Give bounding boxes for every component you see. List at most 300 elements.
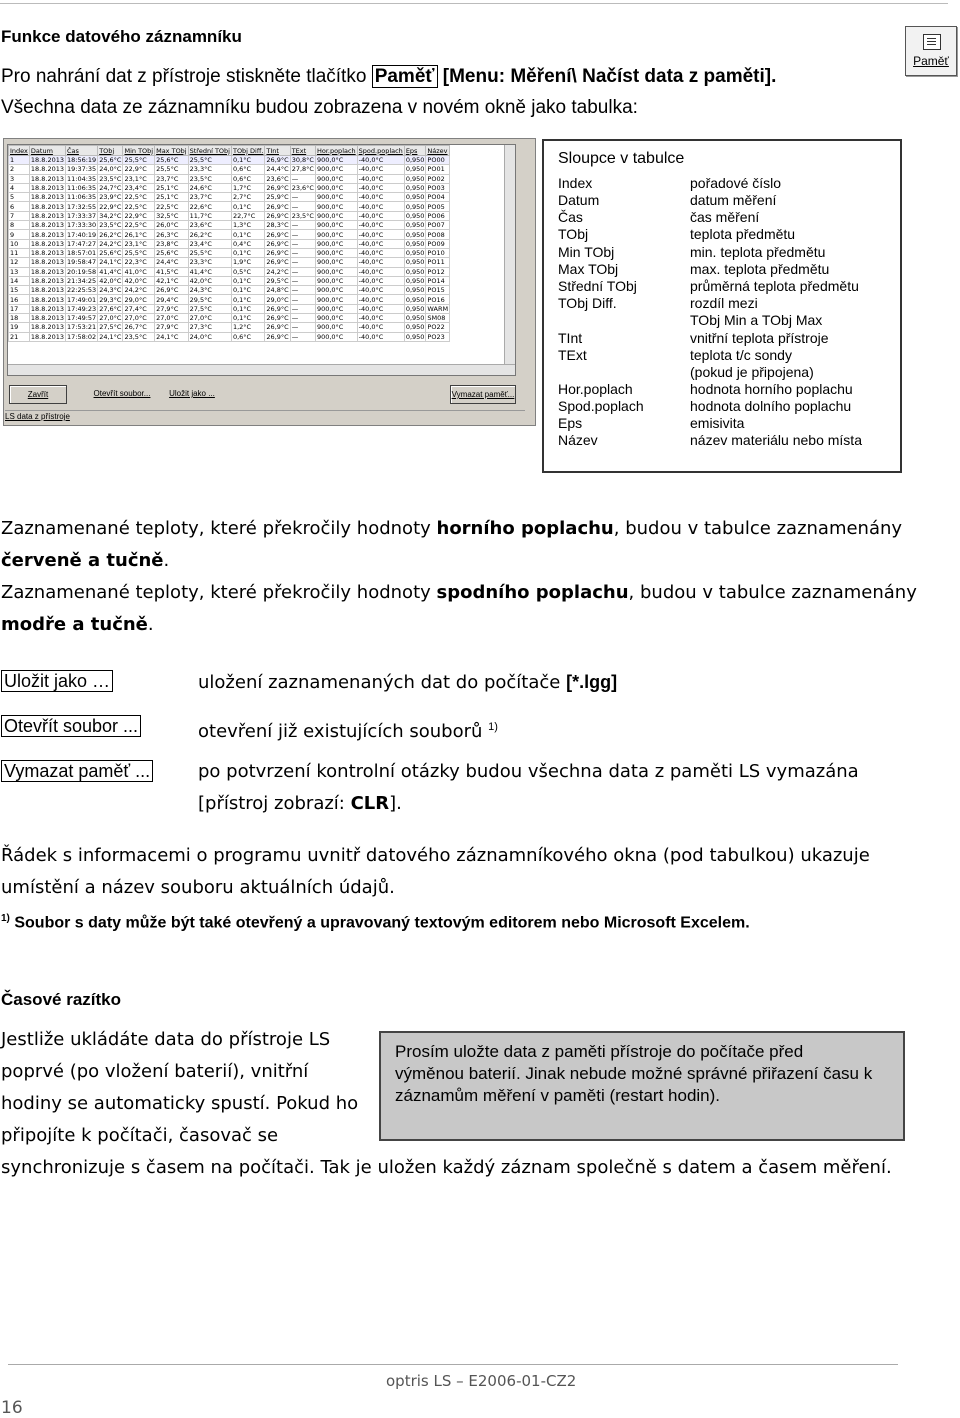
table-cell: 24,1°C: [155, 332, 189, 341]
table-row[interactable]: [9, 239, 450, 248]
column-name: Název: [558, 432, 598, 448]
table-cell: 0,950: [405, 221, 425, 230]
table-cell: 17:47:27: [67, 239, 97, 248]
column-header[interactable]: Hor.poplach: [316, 146, 356, 155]
table-cell: 1,7°C: [231, 183, 264, 192]
table-cell: 2: [9, 165, 30, 174]
table-cell: —: [290, 314, 315, 323]
intro-text: Pro nahrání dat z přístroje stiskněte tlačítko: [1, 66, 367, 87]
table-cell: 25,5°C: [188, 248, 231, 257]
table-cell: 27,8°C: [291, 165, 314, 174]
table-cell: 24,1°C: [99, 258, 122, 267]
column-name: Index: [558, 175, 593, 191]
table-row[interactable]: [9, 156, 450, 165]
table-cell: -40,0°C: [357, 202, 404, 211]
table-cell: —: [290, 239, 315, 248]
table-row[interactable]: [9, 202, 450, 211]
table-cell: 25,5°C: [155, 165, 189, 174]
table-cell: 18.8.2013: [30, 156, 64, 165]
table-cell: 24,0°C: [99, 165, 122, 174]
section-heading-timestamp: Časové razítko: [1, 990, 121, 1009]
table-cell: 5: [9, 193, 30, 202]
columns-legend-box: [542, 139, 902, 473]
alarm-text: .: [147, 614, 154, 635]
table-cell: 6: [9, 202, 30, 211]
close-button[interactable]: Zavřít: [9, 385, 67, 404]
table-cell: 900,0°C: [315, 230, 357, 239]
table-cell: 27,9°C: [155, 304, 189, 313]
table-row[interactable]: [9, 183, 450, 192]
table-cell: 0,1°C: [231, 202, 264, 211]
table-cell: 27,0°C: [155, 314, 189, 323]
table-cell: 23,6°C: [266, 174, 289, 183]
vertical-scrollbar[interactable]: [504, 145, 515, 375]
table-cell: 41,5°C: [155, 267, 189, 276]
status-bar: LS data z přístroje: [5, 410, 525, 423]
table-cell: 24,4°C: [155, 258, 189, 267]
table-cell: PO22: [426, 323, 450, 332]
alarm-text: .: [163, 550, 170, 571]
table-cell: 17:33:30: [67, 221, 97, 230]
column-header[interactable]: Index: [10, 146, 28, 155]
table-cell: 21:34:25: [67, 277, 97, 285]
table-cell: 17:33:37: [67, 211, 97, 220]
table-row[interactable]: [9, 314, 450, 323]
data-table-grid: [8, 145, 450, 342]
table-cell: 1,9°C: [231, 258, 264, 267]
table-cell: 22,6°C: [188, 202, 231, 211]
timestamp-line: Jestliže ukládáte data do přístroje LS: [1, 1029, 331, 1050]
table-cell: 17:49:57: [67, 314, 97, 323]
table-cell: 23,3°C: [188, 165, 231, 174]
table-cell: PO08: [426, 230, 450, 239]
table-cell: 14: [9, 276, 30, 285]
table-row[interactable]: [9, 230, 450, 239]
table-cell: PO04: [426, 193, 450, 202]
save-as-label-text: Uložit jako …: [1, 670, 113, 692]
table-cell: 27,0°C: [123, 314, 155, 323]
info-line-2: umístění a název souboru aktuálních údajů.: [1, 877, 395, 898]
table-cell: 26,9°C: [266, 258, 289, 267]
table-cell: 21: [9, 332, 30, 341]
table-cell: 24,6°C: [188, 183, 231, 192]
table-cell: -40,0°C: [357, 211, 404, 220]
table-row[interactable]: [9, 174, 450, 183]
table-row[interactable]: [9, 221, 450, 230]
table-row[interactable]: [9, 286, 450, 295]
table-cell: PO00: [426, 156, 450, 165]
table-cell: 23,4°C: [123, 183, 155, 192]
column-description: rozdíl mezi: [690, 295, 758, 311]
table-cell: 11: [9, 248, 30, 257]
table-cell: 19:58:47: [67, 258, 97, 267]
table-cell: 17:49:23: [67, 304, 97, 313]
table-cell: 23,5°C: [123, 332, 155, 341]
table-cell: 34,2°C: [99, 211, 122, 220]
table-cell: 23,7°C: [155, 174, 189, 183]
table-cell: 25,6°C: [155, 156, 189, 165]
table-cell: 26,7°C: [123, 323, 155, 332]
info-paragraph: [1, 840, 951, 904]
column-description: čas měření: [690, 209, 760, 225]
column-name: TObj Diff.: [558, 295, 617, 311]
table-cell: 18:56:19: [67, 156, 97, 165]
columns-legend-title: Sloupce v tabulce: [558, 150, 685, 167]
table-cell: 0,950: [405, 258, 425, 267]
table-cell: —: [290, 174, 315, 183]
table-cell: 900,0°C: [315, 221, 357, 230]
table-cell: 23,5°C: [99, 174, 122, 183]
table-cell: 42,1°C: [155, 276, 189, 285]
table-cell: 23,5°C: [291, 211, 314, 220]
alarm-text: , budou v tabulce zaznamenány: [628, 582, 917, 603]
table-cell: 25,9°C: [266, 193, 289, 202]
table-cell: 26,2°C: [188, 230, 231, 239]
table-cell: -40,0°C: [357, 156, 404, 165]
horizontal-scrollbar[interactable]: [8, 364, 515, 375]
table-cell: —: [290, 276, 315, 285]
data-window-screenshot: [3, 138, 536, 426]
table-cell: 17: [9, 304, 30, 313]
table-cell: 24,2°C: [123, 286, 155, 295]
info-line-1: Řádek s informacemi o programu uvnitř datového záznamníkového okna (pod tabulkou) ukazuje: [1, 845, 870, 866]
column-header[interactable]: Střední TObj: [189, 146, 230, 155]
table-cell: 900,0°C: [315, 267, 357, 276]
table-cell: 0,950: [405, 286, 425, 295]
table-cell: 26,9°C: [266, 184, 289, 193]
table-cell: 32,5°C: [155, 211, 189, 220]
table-cell: 23,4°C: [188, 239, 231, 248]
note-box: [379, 1031, 905, 1141]
table-cell: 900,0°C: [315, 304, 357, 313]
table-cell: 25,5°C: [123, 156, 155, 165]
table-cell: 900,0°C: [315, 286, 357, 295]
table-cell: 24,3°C: [188, 286, 231, 295]
table-cell: 17:32:55: [67, 202, 97, 211]
table-cell: 25,1°C: [155, 193, 189, 202]
table-cell: 24,7°C: [99, 184, 122, 193]
table-cell: 900,0°C: [315, 156, 357, 165]
table-cell: 18.8.2013: [30, 174, 64, 183]
section-heading-funkce: Funkce datového záznamníku: [1, 27, 242, 46]
table-cell: 22,5°C: [155, 202, 189, 211]
column-description: hodnota dolního poplachu: [690, 398, 852, 414]
table-cell: 0,6°C: [231, 165, 264, 174]
table-row[interactable]: [9, 323, 450, 332]
table-cell: 0,950: [405, 332, 425, 341]
table-cell: 0,1°C: [231, 248, 264, 257]
table-cell: 26,9°C: [266, 249, 289, 258]
table-cell: —: [290, 295, 315, 304]
column-header[interactable]: Datum: [29, 146, 65, 156]
alarm-bold: spodního poplachu: [436, 582, 629, 603]
table-row[interactable]: [9, 165, 450, 174]
table-cell: 0,1°C: [231, 156, 264, 165]
open-file-label-text: Otevřít soubor ...: [1, 715, 141, 737]
table-row[interactable]: [9, 276, 450, 285]
table-cell: 900,0°C: [315, 332, 357, 341]
table-cell: 900,0°C: [315, 295, 357, 304]
table-cell: 900,0°C: [315, 276, 357, 285]
table-cell: 29,4°C: [155, 295, 189, 304]
table-cell: 23,1°C: [123, 239, 155, 248]
table-row[interactable]: [9, 267, 450, 276]
timestamp-line-5: synchronizuje s časem na počítači. Tak je uložen každý záznam společně s datem a časem měření.: [1, 1157, 892, 1178]
table-cell: 900,0°C: [315, 248, 357, 257]
alarm-bold: modře a tučně: [1, 614, 148, 635]
table-cell: 900,0°C: [315, 183, 357, 192]
table-cell: 24,1°C: [99, 332, 122, 341]
doc-id: optris LS – E2006-01-CZ2: [386, 1372, 577, 1390]
table-cell: -40,0°C: [357, 183, 404, 192]
table-cell: 27,5°C: [188, 304, 231, 313]
menu-path: [Menu: Měření\ Načíst data z paměti].: [442, 66, 777, 87]
table-row[interactable]: [9, 295, 450, 304]
table-cell: 900,0°C: [315, 165, 357, 174]
table-cell: 23,6°C: [291, 184, 314, 193]
column-header[interactable]: TObj: [98, 146, 123, 156]
table-cell: 29,0°C: [266, 295, 289, 304]
table-cell: -40,0°C: [357, 174, 404, 183]
table-cell: 26,3°C: [155, 230, 189, 239]
table-cell: 18.8.2013: [30, 239, 64, 248]
table-cell: 11:06:35: [67, 193, 97, 202]
column-description: emisivita: [690, 415, 745, 431]
table-cell: —: [290, 286, 315, 295]
table-cell: 0,950: [405, 174, 425, 183]
table-cell: 11:06:35: [67, 184, 97, 193]
table-cell: PO12: [426, 267, 450, 276]
table-cell: 0,950: [405, 202, 425, 211]
intro-line-2: Všechna data ze záznamníku budou zobrazena v novém okně jako tabulka:: [1, 97, 638, 118]
column-header[interactable]: TExt: [290, 146, 315, 156]
column-name: Spod.poplach: [558, 398, 644, 414]
table-cell: 17:53:21: [67, 323, 97, 332]
table-row[interactable]: [9, 248, 450, 257]
table-cell: -40,0°C: [357, 323, 404, 332]
column-name: Min TObj: [558, 244, 615, 260]
table-cell: 26,9°C: [266, 304, 289, 313]
table-cell: 18.8.2013: [30, 258, 64, 267]
column-description: (pokud je připojena): [690, 364, 814, 380]
table-cell: 0,4°C: [231, 239, 264, 248]
table-cell: 8: [9, 221, 30, 230]
table-cell: 1,2°C: [231, 323, 264, 332]
table-cell: 22,3°C: [123, 258, 155, 267]
column-name: Střední TObj: [558, 278, 637, 294]
pamet-button-inline: Paměť: [372, 65, 438, 88]
clear-memory-button[interactable]: Vymazat paměť...: [450, 385, 516, 404]
table-cell: 22:25:53: [67, 286, 97, 295]
column-description: TObj Min a TObj Max: [690, 312, 823, 328]
column-name: Max TObj: [558, 261, 619, 277]
column-header[interactable]: TObj Diff.: [232, 146, 264, 155]
clear-desc-end: ].: [389, 793, 402, 814]
table-cell: 18.8.2013: [30, 304, 64, 313]
table-cell: 0,1°C: [231, 304, 264, 313]
footer-rule: [8, 1364, 898, 1365]
top-rule: [0, 3, 948, 4]
clear-desc-line1: po potvrzení kontrolní otázky budou všechna data z paměti LS vymazána: [198, 761, 859, 782]
clear-desc-pre: [přístroj zobrazí:: [198, 793, 351, 814]
table-cell: 0,1°C: [231, 230, 264, 239]
table-cell: SM08: [426, 314, 450, 323]
table-cell: PO07: [426, 221, 450, 230]
table-cell: WARM: [427, 304, 449, 313]
table-cell: 16: [9, 295, 30, 304]
table-cell: 18.8.2013: [30, 314, 64, 323]
table-row[interactable]: [9, 304, 450, 313]
pamet-toolbar-button[interactable]: [905, 26, 957, 76]
table-cell: 900,0°C: [315, 174, 357, 183]
table-cell: 0,950: [405, 304, 425, 313]
table-cell: 29,0°C: [123, 295, 155, 304]
save-as-desc-text: uložení zaznamenaných dat do počítače: [198, 672, 561, 693]
table-cell: -40,0°C: [357, 267, 404, 276]
table-cell: 26,9°C: [266, 156, 289, 165]
table-cell: 26,9°C: [266, 202, 289, 211]
table-cell: 26,9°C: [266, 314, 289, 323]
table-cell: 27,4°C: [123, 304, 155, 313]
footnote-ref: 1): [488, 721, 498, 733]
clear-memory-label: [1, 761, 153, 782]
column-description: hodnota horního poplachu: [690, 381, 853, 397]
open-file-button[interactable]: Otevřít soubor...: [90, 385, 154, 402]
table-cell: 23,7°C: [188, 193, 231, 202]
column-header[interactable]: Min TObj: [124, 146, 154, 155]
table-cell: 900,0°C: [315, 211, 357, 220]
table-cell: -40,0°C: [357, 304, 404, 313]
column-header[interactable]: Čas: [66, 146, 98, 156]
column-header[interactable]: TInt: [265, 146, 290, 156]
table-cell: 26,9°C: [266, 211, 289, 220]
table-row[interactable]: [9, 332, 450, 341]
table-cell: 27,0°C: [188, 314, 231, 323]
column-header[interactable]: Max TObj: [156, 146, 187, 155]
table-cell: 900,0°C: [315, 239, 357, 248]
table-cell: 17:49:01: [67, 295, 97, 304]
table-cell: 25,6°C: [155, 248, 189, 257]
column-description: min. teplota předmětu: [690, 244, 826, 260]
table-cell: 18.8.2013: [30, 165, 64, 174]
table-cell: 18.8.2013: [30, 211, 64, 220]
page-number: 16: [1, 1398, 23, 1418]
table-cell: 41,0°C: [123, 267, 155, 276]
table-cell: 18.8.2013: [30, 295, 64, 304]
table-cell: 0,950: [405, 184, 425, 193]
table-cell: -40,0°C: [357, 221, 404, 230]
table-cell: —: [290, 248, 315, 257]
table-cell: 0,950: [405, 323, 425, 332]
save-as-button[interactable]: Uložit jako ...: [164, 385, 220, 402]
open-file-desc: [198, 711, 498, 748]
table-cell: 29,3°C: [99, 295, 122, 304]
table-cell: 41,4°C: [99, 267, 122, 276]
table-cell: 0,5°C: [231, 267, 264, 276]
table-cell: 18.8.2013: [30, 332, 64, 341]
table-cell: 0,950: [405, 239, 425, 248]
table-cell: 23,5°C: [188, 174, 231, 183]
table-cell: 0,1°C: [231, 295, 264, 304]
table-cell: 26,9°C: [266, 323, 289, 332]
table-cell: PO14: [426, 276, 450, 285]
table-cell: 26,9°C: [266, 239, 289, 248]
table-cell: 9: [9, 230, 30, 239]
table-cell: 24,0°C: [188, 332, 231, 341]
column-header[interactable]: Název: [426, 146, 450, 156]
table-cell: 0,950: [405, 295, 425, 304]
table-cell: 18.8.2013: [30, 193, 64, 202]
table-cell: -40,0°C: [357, 165, 404, 174]
table-cell: —: [290, 332, 315, 341]
alarm-paragraph-upper: [1, 513, 951, 641]
table-header-row: [9, 146, 450, 156]
table-cell: -40,0°C: [357, 286, 404, 295]
column-description: max. teplota předmětu: [690, 261, 830, 277]
table-cell: 900,0°C: [315, 323, 357, 332]
column-header[interactable]: Eps: [404, 146, 426, 156]
column-description: teplota předmětu: [690, 226, 796, 242]
table-cell: -40,0°C: [357, 314, 404, 323]
table-cell: PO06: [426, 211, 450, 220]
table-cell: 42,0°C: [99, 277, 122, 285]
data-table: [7, 144, 516, 376]
table-cell: 4: [9, 183, 30, 192]
table-cell: 29,5°C: [188, 295, 231, 304]
table-row[interactable]: [9, 193, 450, 202]
table-row[interactable]: [9, 211, 450, 220]
table-cell: 18.8.2013: [30, 267, 64, 276]
table-cell: 30,8°C: [291, 156, 314, 165]
column-description: průměrná teplota předmětu: [690, 278, 859, 294]
table-cell: 26,1°C: [123, 230, 155, 239]
table-cell: 27,9°C: [155, 323, 189, 332]
table-cell: 18.8.2013: [30, 286, 64, 295]
table-cell: —: [290, 202, 315, 211]
table-cell: 24,2°C: [99, 239, 122, 248]
table-cell: 17:58:02: [67, 332, 97, 341]
table-cell: 0,6°C: [231, 174, 264, 183]
column-name: Datum: [558, 192, 600, 208]
table-cell: —: [290, 221, 315, 230]
column-name: TExt: [558, 347, 587, 363]
table-cell: 24,2°C: [266, 267, 289, 276]
table-cell: 26,9°C: [155, 286, 189, 295]
table-cell: —: [290, 323, 315, 332]
alarm-text: Zaznamenané teploty, které překročily hodnoty: [1, 582, 437, 603]
table-cell: 25,6°C: [99, 156, 122, 165]
column-header[interactable]: Spod.poplach: [358, 146, 403, 155]
table-cell: —: [290, 193, 315, 202]
column-description: teplota t/c sondy: [690, 347, 792, 363]
table-cell: 22,9°C: [123, 165, 155, 174]
table-cell: 19:37:35: [67, 165, 97, 174]
table-cell: —: [290, 230, 315, 239]
open-file-label: [1, 716, 141, 737]
table-cell: PO01: [426, 165, 450, 174]
table-cell: 19: [9, 323, 30, 332]
table-cell: 26,9°C: [266, 230, 289, 239]
table-cell: PO02: [426, 174, 450, 183]
table-cell: 22,7°C: [231, 211, 264, 220]
table-cell: -40,0°C: [357, 276, 404, 285]
table-cell: 22,5°C: [123, 221, 155, 230]
table-row[interactable]: [9, 258, 450, 267]
table-cell: -40,0°C: [357, 239, 404, 248]
alarm-text: , budou v tabulce zaznamenány: [613, 518, 903, 539]
timestamp-line: hodiny se automaticky spustí. Pokud ho: [1, 1093, 359, 1114]
timestamp-line: poprvé (po vložení baterií), vnitřní: [1, 1061, 309, 1082]
